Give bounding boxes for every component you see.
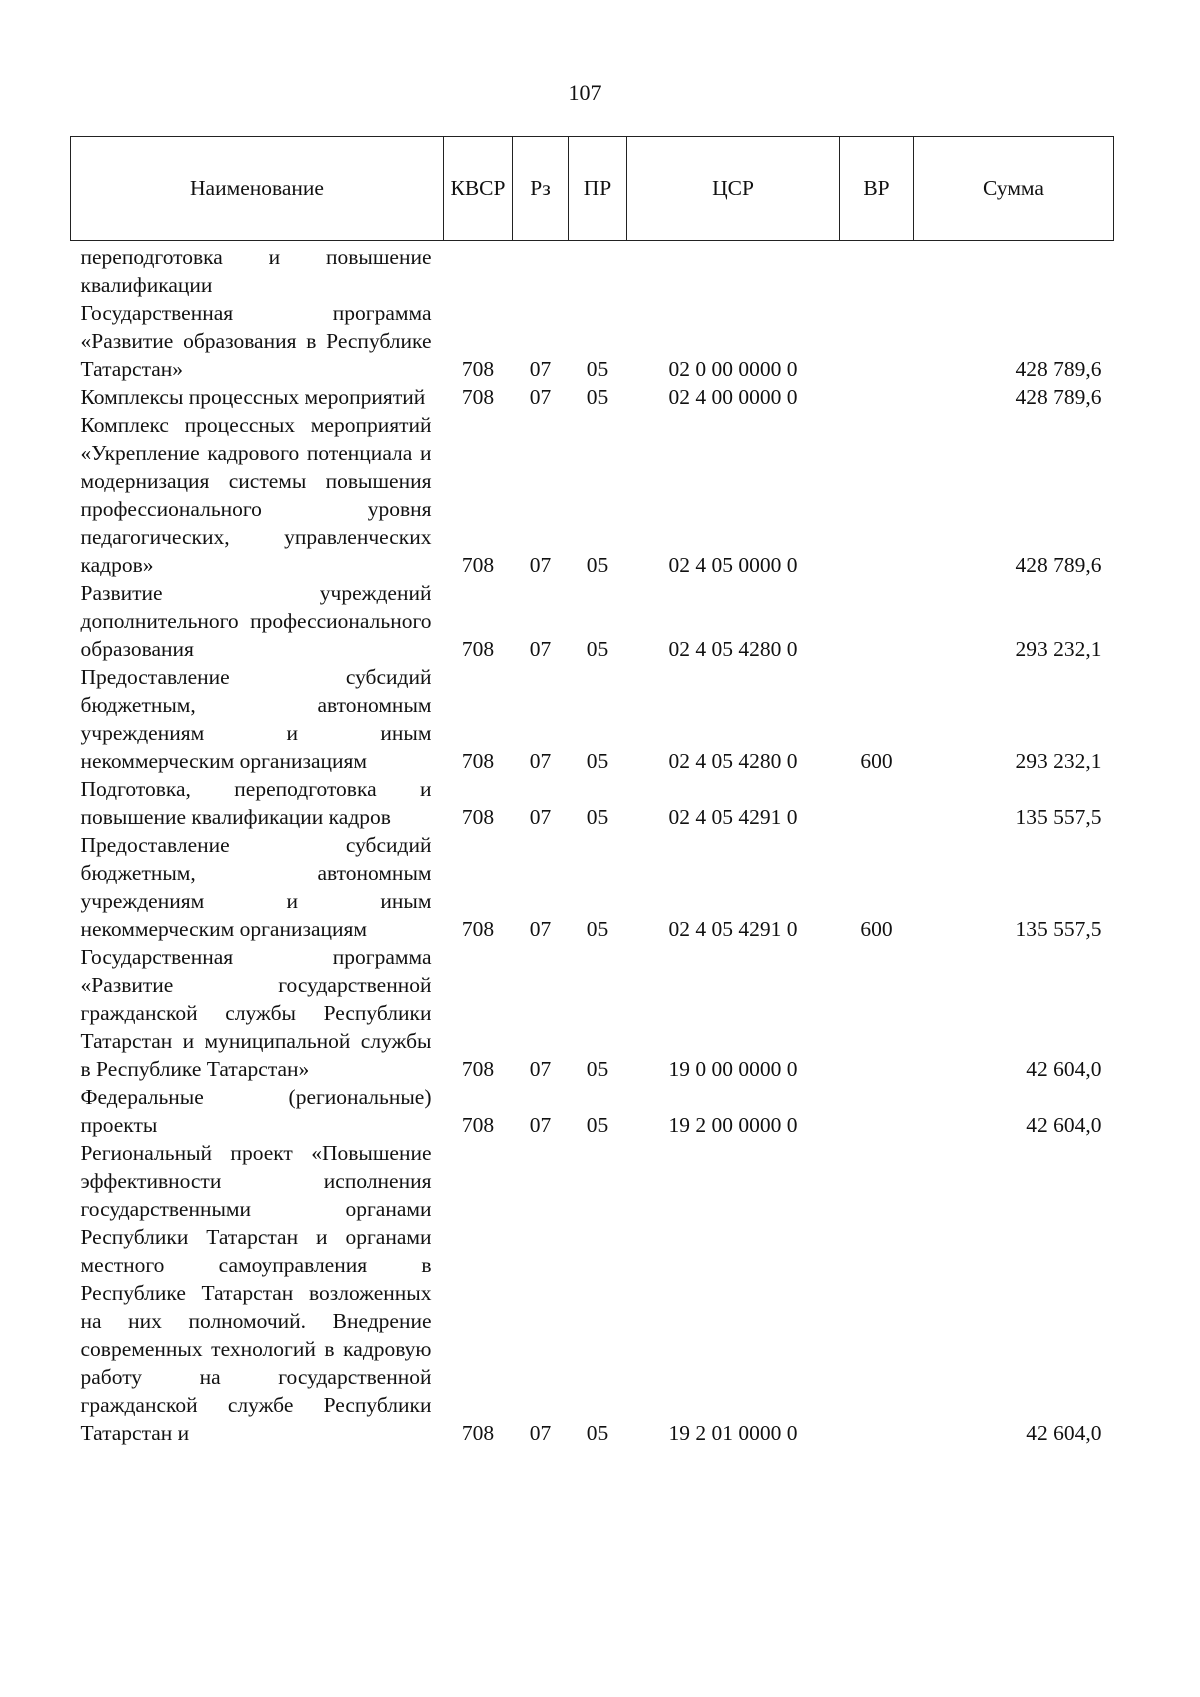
cell-sum: 428 789,6: [1015, 553, 1102, 577]
table-row: [71, 1083, 1114, 1139]
cell-kvsr: 708: [461, 357, 495, 381]
cell-kvsr: 708: [461, 917, 495, 941]
header-vr: ВР: [840, 137, 914, 241]
cell-sum: 293 232,1: [1015, 637, 1102, 661]
table-row: [71, 831, 1114, 943]
cell-sum: 293 232,1: [1015, 749, 1102, 773]
cell-csr: [627, 241, 840, 300]
table-row: [71, 663, 1114, 775]
cell-rz: [513, 241, 569, 300]
page-number: 107: [568, 80, 602, 105]
cell-name: Развитие учреждений дополнительного профессионального образования: [80, 581, 432, 661]
table-row: [71, 943, 1114, 1083]
cell-name: Федеральные (региональные) проекты: [80, 1085, 432, 1137]
table-body: [71, 241, 1114, 1448]
cell-rz: 07: [529, 637, 552, 661]
cell-vr: [840, 411, 914, 579]
cell-csr: 02 4 05 0000 0: [668, 553, 798, 577]
table-row: [71, 241, 1114, 300]
cell-kvsr: 708: [461, 553, 495, 577]
cell-vr: [840, 1139, 914, 1447]
table-row: [71, 1139, 1114, 1447]
budget-table: [70, 136, 1114, 1447]
cell-sum: 135 557,5: [1015, 805, 1102, 829]
cell-pr: 05: [586, 1421, 609, 1445]
cell-kvsr: 708: [461, 1113, 495, 1137]
cell-pr: 05: [586, 805, 609, 829]
cell-sum: 42 604,0: [1026, 1421, 1102, 1445]
table-row: [71, 299, 1114, 383]
cell-kvsr: [444, 241, 513, 300]
cell-name: Государственная программа «Развитие государственной гражданской службы Республики Татарстан и муниципальной службы в Республике Татарстан»: [80, 945, 432, 1081]
cell-name: Комплексы процессных мероприятий: [80, 385, 426, 409]
cell-kvsr: 708: [461, 805, 495, 829]
table-row: [71, 775, 1114, 831]
table-header: [71, 137, 1114, 241]
cell-vr: [840, 579, 914, 663]
header-kvsr: КВСР: [444, 137, 513, 241]
cell-kvsr: 708: [461, 1421, 495, 1445]
cell-name: Подготовка, переподготовка и повышение квалификации кадров: [80, 777, 432, 829]
cell-csr: 02 0 00 0000 0: [668, 357, 798, 381]
cell-sum: [914, 241, 1114, 300]
header-rz: Рз: [513, 137, 569, 241]
cell-vr: [840, 299, 914, 383]
cell-vr: [840, 383, 914, 411]
cell-rz: 07: [529, 1113, 552, 1137]
header-pr: ПР: [569, 137, 627, 241]
cell-vr: 600: [860, 917, 893, 941]
cell-csr: 02 4 00 0000 0: [668, 385, 798, 409]
cell-sum: 42 604,0: [1026, 1113, 1102, 1137]
cell-pr: 05: [586, 637, 609, 661]
cell-sum: 428 789,6: [1015, 357, 1102, 381]
cell-name: Предоставление субсидий бюджетным, автономным учреждениям и иным некоммерческим организациям: [80, 833, 432, 941]
cell-name: переподготовка и повышение квалификации: [80, 245, 432, 297]
header-row: [71, 137, 1114, 241]
cell-rz: 07: [529, 917, 552, 941]
cell-kvsr: 708: [461, 385, 495, 409]
cell-pr: 05: [586, 357, 609, 381]
cell-csr: 19 2 01 0000 0: [668, 1421, 798, 1445]
cell-sum: 135 557,5: [1015, 917, 1102, 941]
cell-pr: 05: [586, 1113, 609, 1137]
cell-vr: 600: [860, 749, 893, 773]
cell-name: Предоставление субсидий бюджетным, автономным учреждениям и иным некоммерческим организациям: [80, 665, 432, 773]
cell-kvsr: 708: [461, 749, 495, 773]
cell-vr: [840, 241, 914, 300]
cell-kvsr: 708: [461, 1057, 495, 1081]
cell-rz: 07: [529, 1421, 552, 1445]
cell-pr: 05: [586, 1057, 609, 1081]
cell-csr: 02 4 05 4280 0: [668, 637, 798, 661]
cell-csr: 02 4 05 4280 0: [668, 749, 798, 773]
cell-pr: 05: [586, 917, 609, 941]
cell-rz: 07: [529, 553, 552, 577]
cell-rz: 07: [529, 385, 552, 409]
table-row: [71, 411, 1114, 579]
header-name: Наименование: [71, 137, 444, 241]
cell-rz: 07: [529, 1057, 552, 1081]
header-csr: ЦСР: [627, 137, 840, 241]
table-row: [71, 579, 1114, 663]
cell-pr: 05: [586, 553, 609, 577]
cell-csr: 19 2 00 0000 0: [668, 1113, 798, 1137]
cell-pr: [569, 241, 627, 300]
header-sum: Сумма: [914, 137, 1114, 241]
cell-rz: 07: [529, 749, 552, 773]
cell-rz: 07: [529, 357, 552, 381]
cell-kvsr: 708: [461, 637, 495, 661]
cell-name: Региональный проект «Повышение эффективности исполнения государственными органами Республики Татарстан и органами местного самоуправления в Республике Татарстан возложенных на них полномочий. Внедрение современных технологий в кадровую работу на государственной гражданской службе Республики Татарстан и: [80, 1141, 432, 1445]
cell-name: Государственная программа «Развитие образования в Республике Татарстан»: [80, 301, 432, 381]
cell-pr: 05: [586, 749, 609, 773]
cell-csr: 02 4 05 4291 0: [668, 917, 798, 941]
cell-vr: [840, 943, 914, 1083]
cell-name: Комплекс процессных мероприятий «Укрепление кадрового потенциала и модернизация системы повышения профессионального уровня педагогических, управленческих кадров»: [80, 413, 432, 577]
cell-vr: [840, 775, 914, 831]
cell-sum: 428 789,6: [1015, 385, 1102, 409]
cell-pr: 05: [586, 385, 609, 409]
cell-csr: 02 4 05 4291 0: [668, 805, 798, 829]
cell-csr: 19 0 00 0000 0: [668, 1057, 798, 1081]
cell-rz: 07: [529, 805, 552, 829]
cell-sum: 42 604,0: [1026, 1057, 1102, 1081]
cell-vr: [840, 1083, 914, 1139]
table-row: [71, 383, 1114, 411]
